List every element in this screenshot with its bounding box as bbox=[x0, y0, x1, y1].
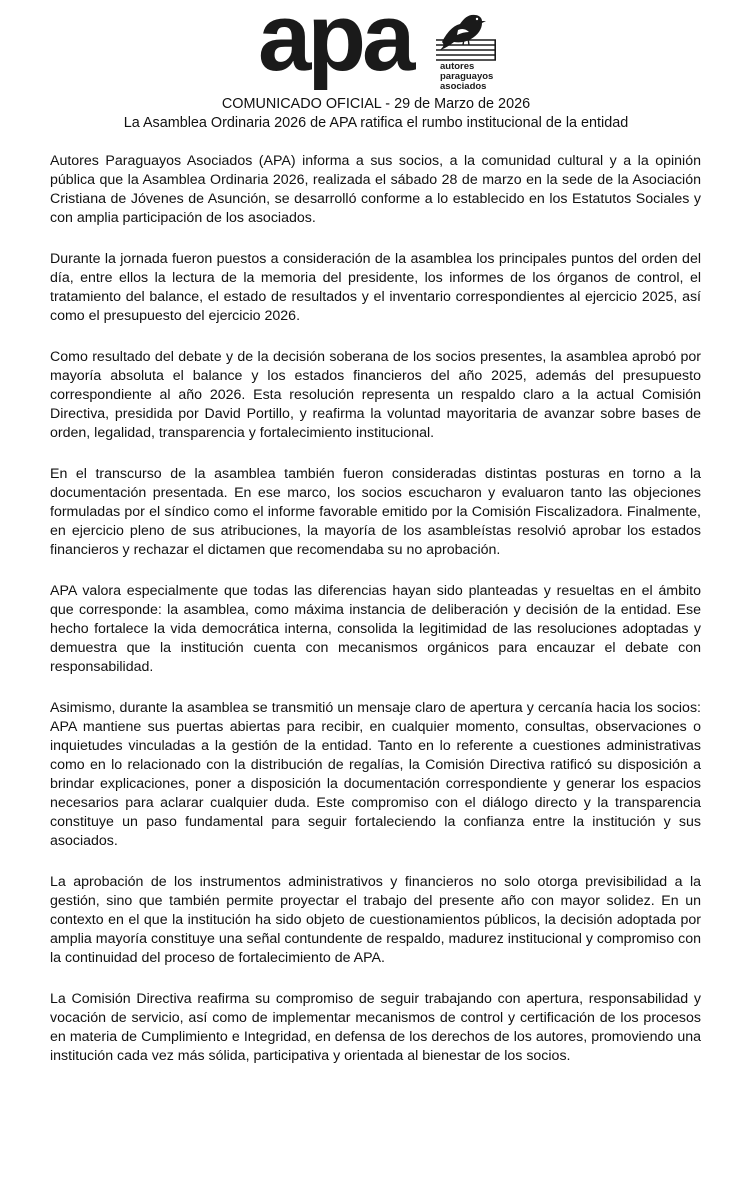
songbird-on-staff-icon bbox=[436, 12, 498, 62]
communique-date: COMUNICADO OFICIAL - 29 de Marzo de 2026 bbox=[221, 96, 531, 112]
logo-tagline-line: asociados bbox=[440, 81, 487, 92]
body-paragraph: Autores Paraguayos Asociados (APA) informa a sus socios, a la comunidad cultural y a la opinión pública que la Asamblea Ordinaria 2026, realizada el sábado 28 de marzo en la sede de la Asociación Cristiana de Jóvenes de Asunción, se desarrolló conforme a lo establecido en los Estatutos Sociales y con amplia participación de los asociados. bbox=[50, 153, 701, 227]
body-paragraph: La aprobación de los instrumentos administrativos y financieros no solo otorga previsibilidad a la gestión, sino que también permite proyectar el trabajo del presente año con mayor solidez. En un contexto en el que la institución ha sido objeto de cuestionamientos públicos, la decisión adoptada por amplia mayoría constituye una señal contundente de respaldo, madurez institucional y compromiso con la continuidad del proceso de fortalecimiento de APA. bbox=[50, 873, 701, 967]
body-paragraph: En el transcurso de la asamblea también fueron consideradas distintas posturas en torno a la documentación presentada. En ese marco, los socios escucharon y evaluaron tanto las objeciones formuladas por el síndico como el informe favorable emitido por la Comisión Fiscalizadora. Finalmente, en ejercicio pleno de sus atribuciones, la mayoría de los asambleístas resolvió aprobar los estados financieros y rechazar el dictamen que recomendaba su no aprobación. bbox=[50, 465, 701, 559]
body-paragraph: Asimismo, durante la asamblea se transmitió un mensaje claro de apertura y cercanía hacia los socios: APA mantiene sus puertas abiertas para recibir, en cualquier momento, consultas, observaciones o inquietudes vinculadas a la gestión de la entidad. Tanto en lo referente a cuestiones administrativas como en lo relacionado con la distribución de regalías, la Comisión Directiva ratificó su disposición a brindar explicaciones, poner a disposición la documentación correspondiente y generar los espacios necesarios para aclarar cualquier duda. Este compromiso con el diálogo directo y la transparencia constituye un paso fundamental para seguir fortaleciendo la confianza entre la institución y sus asociados. bbox=[50, 699, 701, 850]
document-header bbox=[0, 95, 752, 133]
communique-subtitle: La Asamblea Ordinaria 2026 de APA ratifica el rumbo institucional de la entidad bbox=[123, 115, 629, 131]
body-paragraph: Como resultado del debate y de la decisión soberana de los socios presentes, la asamblea aprobó por mayoría absoluta el balance y los estados financieros del año 2025, además del presupuesto correspondiente al año 2026. Esta resolución representa un respaldo claro a la actual Comisión Directiva, presidida por David Portillo, y reafirma la voluntad mayoritaria de avanzar sobre bases de orden, legalidad, transparencia y fortalecimiento institucional. bbox=[50, 348, 701, 442]
body-paragraph: Durante la jornada fueron puestos a consideración de la asamblea los principales puntos del orden del día, entre ellos la lectura de la memoria del presidente, los informes de los órganos de control, el tratamiento del balance, el estado de resultados y el inventario correspondientes al ejercicio 2025, así como el presupuesto del ejercicio 2026. bbox=[50, 250, 701, 325]
apa-logo bbox=[258, 0, 498, 94]
logo-tagline-line: autores bbox=[440, 61, 475, 72]
body-paragraph: APA valora especialmente que todas las diferencias hayan sido planteadas y resueltas en el ámbito que corresponde: la asamblea, como máxima instancia de deliberación y decisión de la entidad. Ese hecho fortalece la vida democrática interna, consolida la legitimidad de las resoluciones adoptadas y demuestra que la institución cuenta con mecanismos orgánicos para encauzar el debate con responsabilidad. bbox=[50, 582, 701, 676]
logo-tagline bbox=[440, 62, 493, 92]
logo-tagline-line: paraguayos bbox=[440, 71, 494, 82]
communique-body bbox=[50, 152, 701, 1088]
logo-wordmark: apa bbox=[258, 0, 412, 91]
body-paragraph: La Comisión Directiva reafirma su compromiso de seguir trabajando con apertura, responsabilidad y vocación de servicio, así como de implementar mecanismos de control y certificación de los procesos en materia de Cumplimiento e Integridad, en defensa de los derechos de los autores, promoviendo una institución cada vez más sólida, participativa y orientada al bienestar de los socios. bbox=[50, 990, 701, 1065]
